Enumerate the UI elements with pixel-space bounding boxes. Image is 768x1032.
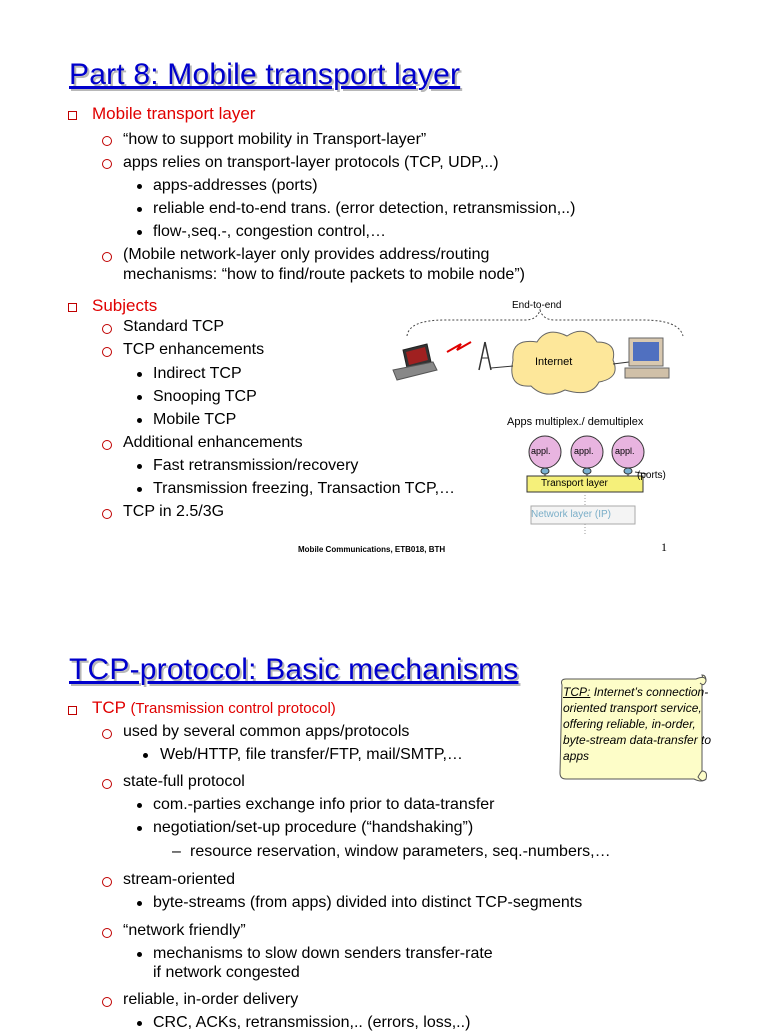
appl-label: appl. — [615, 446, 635, 456]
dot-bullet-icon — [137, 207, 142, 212]
list-subsubitem: resource reservation, window parameters, seq.-numbers,… — [190, 843, 611, 860]
dot-bullet-icon — [137, 372, 142, 377]
dot-bullet-icon — [137, 952, 142, 957]
appl-label: appl. — [531, 446, 551, 456]
antenna-tower-icon — [479, 342, 513, 370]
circle-bullet-icon — [102, 779, 112, 789]
dot-bullet-icon — [137, 464, 142, 469]
list-item: reliable, in-order delivery — [123, 991, 299, 1008]
internet-label: Internet — [535, 356, 573, 368]
list-item: stream-oriented — [123, 871, 236, 888]
dot-bullet-icon — [137, 418, 142, 423]
circle-bullet-icon — [102, 877, 112, 887]
list-item: (Mobile network-layer only provides address/routing — [123, 246, 490, 263]
circle-bullet-icon — [102, 136, 112, 146]
end-to-end-brace — [407, 310, 683, 336]
list-subitem-continued: if network congested — [153, 964, 300, 981]
circle-bullet-icon — [102, 324, 112, 334]
dot-bullet-icon — [137, 395, 142, 400]
note-label: TCP: — [563, 685, 591, 699]
section-heading — [92, 698, 336, 718]
list-subitem: flow-,seq.-, congestion control,… — [153, 223, 386, 240]
list-subitem: Mobile TCP — [153, 411, 237, 428]
section-heading: Mobile transport layer — [92, 104, 256, 123]
dot-bullet-icon — [137, 487, 142, 492]
circle-bullet-icon — [102, 997, 112, 1007]
list-subitem: Web/HTTP, file transfer/FTP, mail/SMTP,… — [160, 746, 463, 763]
wireless-signal-icon — [447, 342, 471, 352]
list-item: “network friendly” — [123, 922, 246, 939]
square-bullet-icon — [68, 111, 77, 120]
network-diagram — [385, 298, 695, 538]
ports-label: (ports) — [637, 470, 666, 481]
list-subitem: negotiation/set-up procedure (“handshaking”) — [153, 819, 474, 836]
circle-bullet-icon — [102, 159, 112, 169]
dot-bullet-icon — [137, 826, 142, 831]
circle-bullet-icon — [102, 509, 112, 519]
transport-layer-label: Transport layer — [541, 478, 608, 489]
list-item: “how to support mobility in Transport-layer” — [123, 131, 427, 148]
circle-bullet-icon — [102, 440, 112, 450]
list-item: Additional enhancements — [123, 434, 303, 451]
list-subitem: CRC, ACKs, retransmission,.. (errors, loss,..) — [153, 1014, 471, 1031]
tcp-heading: TCP — [92, 698, 126, 717]
dot-bullet-icon — [137, 230, 142, 235]
appl-circles — [529, 436, 644, 478]
slide2-title: TCP-protocol: Basic mechanisms — [69, 653, 519, 686]
list-item: Standard TCP — [123, 318, 225, 335]
apps-multiplex-label: Apps multiplex./ demultiplex — [507, 416, 644, 428]
dot-bullet-icon — [137, 803, 142, 808]
appl-label: appl. — [574, 446, 594, 456]
list-item: TCP in 2.5/3G — [123, 503, 225, 520]
list-subitem: Indirect TCP — [153, 365, 242, 382]
list-subitem: mechanisms to slow down senders transfer-rate — [153, 945, 493, 962]
list-item: state-full protocol — [123, 773, 245, 790]
square-bullet-icon — [68, 303, 77, 312]
dot-bullet-icon — [137, 901, 142, 906]
list-item-continued: mechanisms: “how to find/route packets to mobile node”) — [123, 266, 525, 283]
page-number: 1 — [661, 540, 667, 554]
list-subitem: Transmission freezing, Transaction TCP,… — [153, 480, 456, 497]
dot-bullet-icon — [143, 753, 148, 758]
slide-footer: Mobile Communications, ETB018, BTH — [298, 545, 446, 554]
network-layer-label: Network layer (IP) — [531, 509, 612, 520]
list-subitem: com.-parties exchange info prior to data-transfer — [153, 796, 495, 813]
laptop-icon — [393, 344, 437, 380]
circle-bullet-icon — [102, 252, 112, 262]
list-subitem: Snooping TCP — [153, 388, 257, 405]
list-subitem: reliable end-to-end trans. (error detection, retransmission,..) — [153, 200, 576, 217]
list-item: apps relies on transport-layer protocols (TCP, UDP,..) — [123, 154, 499, 171]
list-subitem: apps-addresses (ports) — [153, 177, 318, 194]
list-item: used by several common apps/protocols — [123, 723, 410, 740]
slide1-title: Part 8: Mobile transport layer — [69, 58, 461, 91]
square-bullet-icon — [68, 706, 77, 715]
end-to-end-label: End-to-end — [512, 300, 562, 311]
list-item: TCP enhancements — [123, 341, 265, 358]
list-subitem: Fast retransmission/recovery — [153, 457, 359, 474]
circle-bullet-icon — [102, 729, 112, 739]
dot-bullet-icon — [137, 184, 142, 189]
list-subitem: byte-streams (from apps) divided into distinct TCP-segments — [153, 894, 583, 911]
circle-bullet-icon — [102, 347, 112, 357]
desktop-computer-icon — [613, 338, 669, 378]
scroll-note-text — [563, 684, 713, 764]
note-body: Internet’s connection-oriented transport service, offering reliable, in-order, byte-stream data-transfer to apps — [563, 685, 712, 763]
dash-bullet-icon: – — [172, 843, 181, 860]
circle-bullet-icon — [102, 928, 112, 938]
tcp-heading-rest: (Transmission control protocol) — [130, 700, 336, 717]
section-heading: Subjects — [92, 296, 158, 315]
